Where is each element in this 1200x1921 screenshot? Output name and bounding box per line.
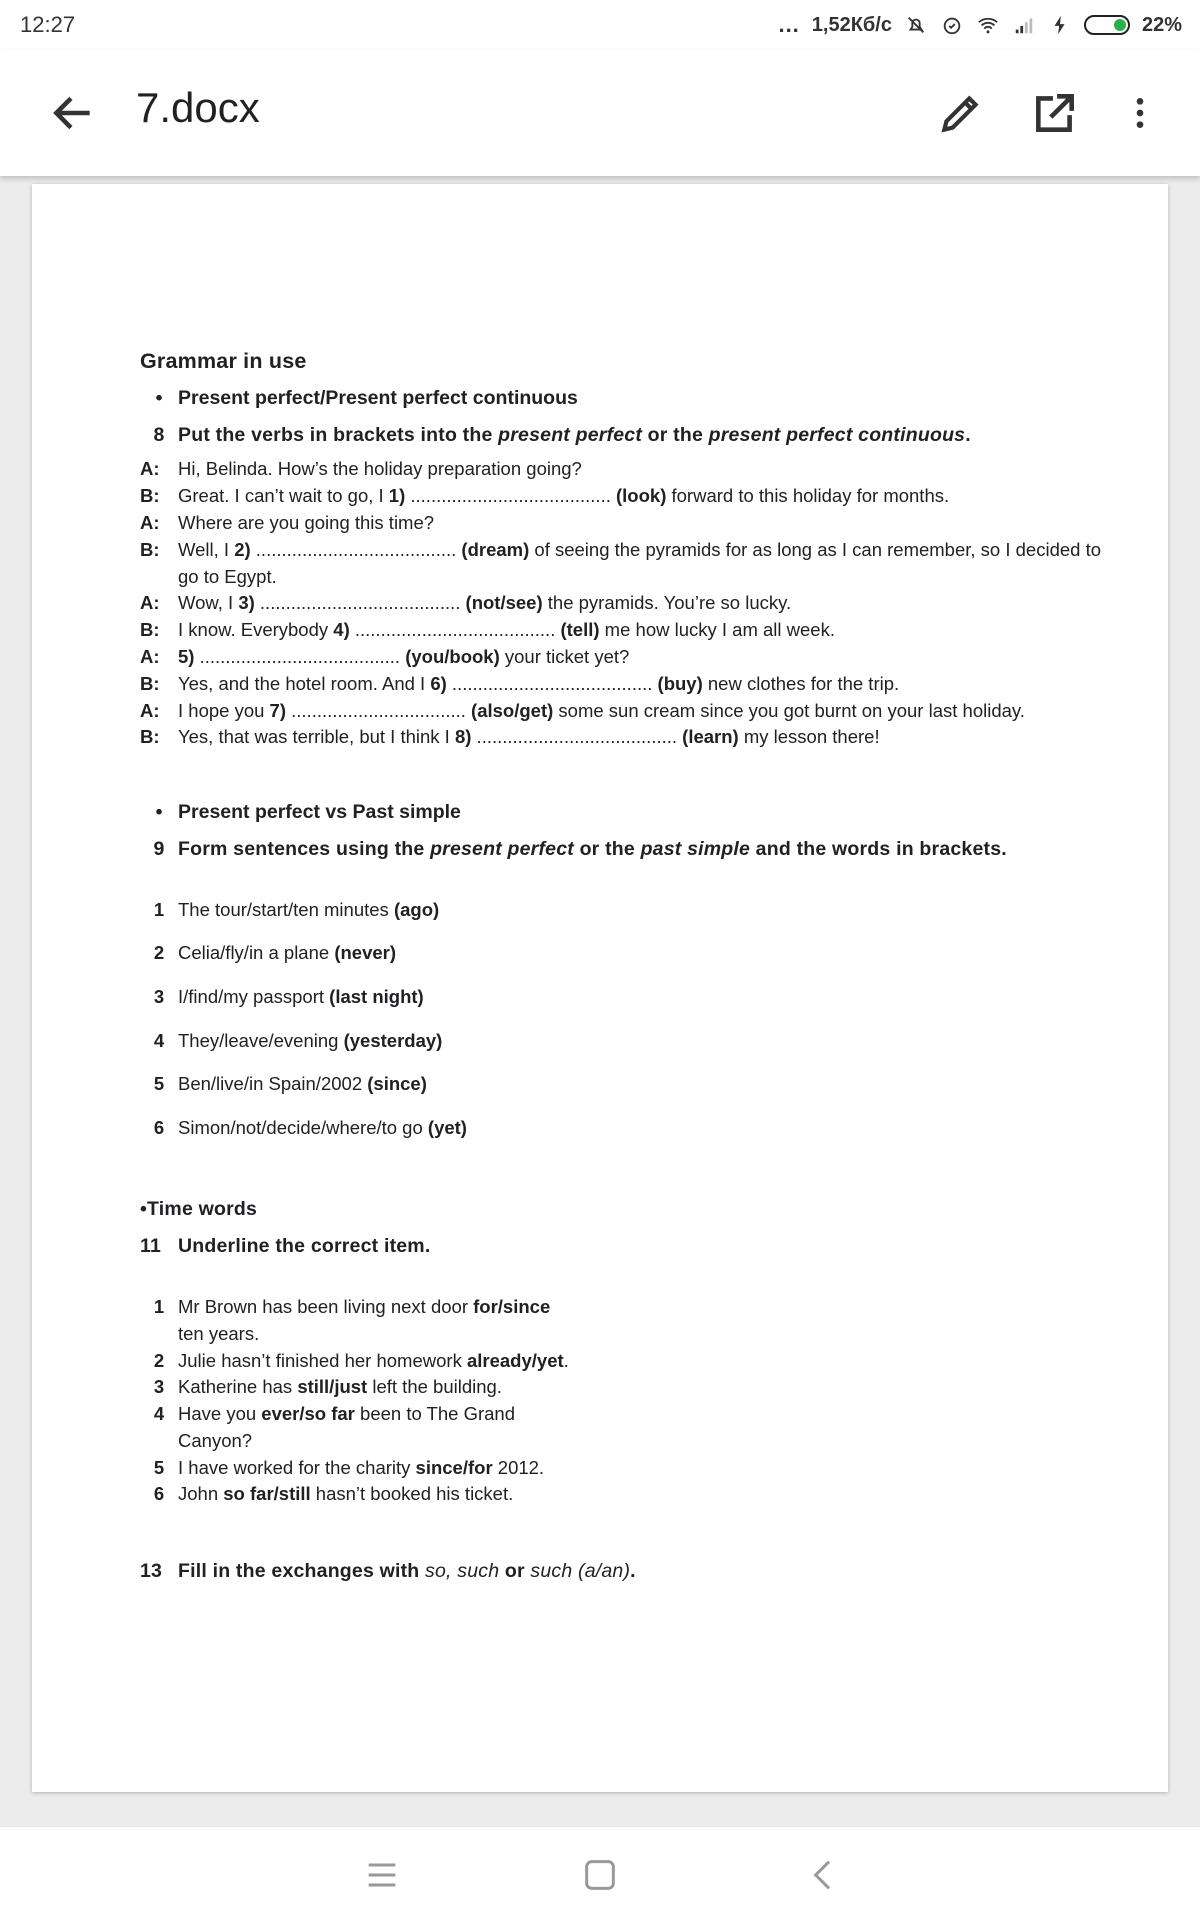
dialogue-text [178, 724, 1120, 751]
exercise-9-item [140, 1115, 1120, 1142]
item-text [178, 1071, 427, 1098]
verb-cue: 8) [454, 726, 472, 748]
exercise-11-instruction [140, 1233, 1120, 1260]
text-part: the pyramids. You’re so lucky. [542, 592, 792, 614]
time-cue: (since) [367, 1073, 427, 1095]
speaker-label: B: [140, 485, 160, 507]
dialogue-line [140, 590, 1120, 617]
text-part: I hope you [178, 699, 270, 721]
item-number: 6 [153, 1116, 165, 1138]
text-part: Have you [178, 1403, 262, 1425]
grammar-heading: Grammar in use [140, 349, 307, 373]
exercise-9-item [140, 940, 1120, 967]
dialogue-text [178, 590, 1120, 617]
section-present-perfect-vs-past-simple [140, 799, 1120, 826]
prompt-text: Ben/live/in Spain/2002 [178, 1073, 368, 1095]
verb-cue: 1) [388, 485, 406, 507]
exercise-number: 8 [153, 423, 165, 446]
section-present-perfect [140, 385, 1120, 412]
instruction-text: Fill in the exchanges with so, such or such (a/an). [178, 1560, 636, 1583]
text-part: Mr Brown has been living next door [178, 1295, 474, 1317]
exercise-9-instruction [140, 836, 1120, 863]
exercise-11-item [140, 1294, 580, 1348]
item-number: 2 [153, 942, 165, 964]
text-part: Great. I can’t wait to go, I [178, 485, 389, 507]
text-part: ....................................... [471, 726, 683, 748]
dialogue-line [140, 510, 1120, 537]
text-part: left the building. [367, 1376, 502, 1398]
text-part: I have worked for the charity [178, 1456, 416, 1478]
section-title: •Time words [140, 1198, 258, 1221]
verb-cue: (you/book) [405, 645, 500, 667]
text-part: of seeing the pyramids for as long as I can remember, so I decided to go to Egypt. [178, 538, 1102, 587]
speaker-label: A: [140, 699, 160, 721]
exercise-11-items [140, 1294, 580, 1508]
item-number: 1 [153, 1295, 165, 1317]
dialogue-text [178, 671, 1120, 698]
exercise-9-items [140, 897, 1120, 1142]
text-part: Yes, that was terrible, but I think I [178, 726, 455, 748]
wifi-icon [976, 14, 1000, 36]
dialogue-line [140, 483, 1120, 510]
net-speed: 1,52Кб/с [811, 13, 892, 36]
prompt-text: They/leave/evening [178, 1029, 344, 1051]
time-cue: (last night) [329, 985, 424, 1007]
exercise-9-item [140, 897, 1120, 924]
more-vert-icon[interactable] [1120, 88, 1160, 138]
dialogue-line [140, 456, 1120, 483]
item-text [178, 1348, 569, 1375]
back-arrow-icon[interactable] [48, 88, 98, 138]
time-cue: (yesterday) [343, 1029, 443, 1051]
document-title: 7.docx [136, 84, 260, 131]
prompt-text: I/find/my passport [178, 985, 330, 1007]
back-icon[interactable] [804, 1855, 844, 1895]
prompt-text: The tour/start/ten minutes [178, 898, 394, 920]
text-part: . [563, 1349, 569, 1371]
item-number: 5 [153, 1073, 165, 1095]
section-title: Present perfect/Present perfect continuous [178, 386, 578, 409]
dialogue-text [178, 537, 1120, 591]
dialogue-line [140, 671, 1120, 698]
text-part: ....................................... [349, 619, 561, 641]
text-part: 2012. [492, 1456, 545, 1478]
status-right [778, 12, 1182, 38]
verb-cue: (not/see) [465, 592, 543, 614]
instruction-text: Underline the correct item. [178, 1235, 431, 1258]
time-cue: (yet) [427, 1116, 467, 1138]
item-number: 3 [153, 1376, 165, 1398]
speaker-label: B: [140, 672, 160, 694]
text-part: your ticket yet? [499, 645, 630, 667]
dialogue-line [140, 537, 1120, 591]
exercise-9-item [140, 1071, 1120, 1098]
exercise-8-instruction [140, 422, 1120, 449]
text-part: Katherine has [178, 1376, 298, 1398]
item-text [178, 1481, 513, 1508]
status-time: 12:27 [20, 12, 76, 37]
text-part: my lesson there! [738, 726, 880, 748]
text-part: Where are you going this time? [178, 511, 435, 533]
status-bar [0, 0, 1200, 50]
dialogue-line [140, 698, 1120, 725]
text-part: ....................................... [405, 485, 616, 507]
text-part: .................................. [286, 699, 472, 721]
text-part: Wow, I [178, 592, 239, 614]
item-number: 3 [153, 985, 165, 1007]
verb-cue: 7) [269, 699, 286, 721]
exercise-number: 13 [140, 1560, 163, 1583]
item-text [178, 1294, 580, 1348]
text-part: ten years. [178, 1322, 260, 1344]
exercise-9-item [140, 1028, 1120, 1055]
choice-option: since/for [415, 1456, 493, 1478]
speaker-label: B: [140, 538, 160, 560]
text-part: new clothes for the trip. [702, 672, 900, 694]
open-external-icon[interactable] [1030, 88, 1080, 138]
recent-apps-icon[interactable] [362, 1855, 402, 1895]
dialogue-line [140, 617, 1120, 644]
exercise-9-item [140, 984, 1120, 1011]
dialogue-text [178, 617, 1120, 644]
exercise-13-instruction [140, 1558, 1120, 1585]
verb-cue: (also/get) [471, 699, 554, 721]
verb-cue: (learn) [682, 726, 739, 748]
time-cue: (never) [334, 942, 397, 964]
battery-percent: 22% [1141, 13, 1182, 36]
speaker-label: B: [140, 726, 160, 748]
verb-cue: (look) [616, 485, 667, 507]
text-part: hasn’t booked his ticket. [310, 1483, 514, 1505]
item-text [178, 1115, 467, 1142]
dialogue-text [178, 456, 1120, 483]
prompt-text: Simon/not/decide/where/to go [178, 1116, 428, 1138]
time-cue: (ago) [393, 898, 440, 920]
choice-option: still/just [297, 1376, 368, 1398]
verb-cue: 4) [333, 619, 350, 641]
text-part: ....................................... [446, 672, 658, 694]
home-icon[interactable] [580, 1855, 620, 1895]
text-part: ....................................... [194, 645, 406, 667]
item-text [178, 1028, 442, 1055]
item-text [178, 1374, 502, 1401]
exercise-8-dialogue [140, 456, 1120, 751]
instruction-text: Put the verbs in brackets into the present perfect or the present perfect continuous. [178, 423, 971, 446]
item-text [178, 897, 439, 924]
pencil-icon[interactable] [936, 88, 986, 138]
item-text [178, 940, 396, 967]
item-number: 4 [153, 1403, 165, 1425]
speaker-label: B: [140, 619, 160, 641]
text-part: ....................................... [254, 592, 466, 614]
item-number: 2 [153, 1349, 165, 1371]
exercise-11-item [140, 1348, 580, 1375]
speaker-label: A: [140, 458, 160, 480]
text-part: Yes, and the hotel room. And I [178, 672, 431, 694]
speaker-label: A: [140, 592, 160, 614]
battery-icon [1084, 15, 1130, 35]
choice-option: for/since [473, 1295, 551, 1317]
document-content [140, 348, 1120, 1593]
speaker-label: A: [140, 645, 160, 667]
dialogue-text [178, 483, 1120, 510]
instruction-text: Form sentences using the present perfect or the past simple and the words in brackets. [178, 837, 1007, 860]
bullet: • [155, 801, 163, 824]
verb-cue: 2) [234, 538, 251, 560]
dialogue-text [178, 644, 1120, 671]
alarm-icon [940, 14, 964, 36]
text-part: been to The Grand Canyon? [178, 1403, 515, 1451]
dialogue-line [140, 724, 1120, 751]
network-activity-dots: ... [778, 12, 800, 37]
verb-cue: 5) [178, 645, 195, 667]
exercise-11-item [140, 1374, 580, 1401]
exercise-number: 11 [140, 1235, 162, 1258]
dialogue-line [140, 644, 1120, 671]
dialogue-text [178, 698, 1120, 725]
bell-off-icon [904, 14, 928, 36]
text-part: some sun cream since you got burnt on your last holiday. [553, 699, 1025, 721]
text-part: I know. Everybody [178, 619, 334, 641]
charging-icon [1048, 14, 1072, 36]
speaker-label: A: [140, 511, 160, 533]
section-time-words [140, 1196, 1120, 1223]
item-number: 1 [153, 898, 165, 920]
bullet: • [155, 386, 163, 409]
prompt-text: Celia/fly/in a plane [178, 942, 335, 964]
verb-cue: (buy) [657, 672, 703, 694]
exercise-number: 9 [153, 837, 165, 860]
section-title: Present perfect vs Past simple [178, 801, 461, 824]
item-number: 6 [153, 1483, 165, 1505]
app-bar [0, 50, 1200, 176]
choice-option: already/yet [466, 1349, 564, 1371]
exercise-11-item [140, 1455, 580, 1482]
item-text [178, 1401, 580, 1455]
choice-option: ever/so far [261, 1403, 355, 1425]
item-text [178, 984, 424, 1011]
item-text [178, 1455, 544, 1482]
text-part: Julie hasn’t finished her homework [178, 1349, 467, 1371]
verb-cue: 6) [430, 672, 447, 694]
item-number: 5 [153, 1456, 165, 1478]
text-part: me how lucky I am all week. [599, 619, 835, 641]
document-page [32, 184, 1168, 1792]
exercise-11-item [140, 1401, 580, 1455]
choice-option: so far/still [223, 1483, 311, 1505]
signal-icon [1012, 14, 1036, 36]
text-part: ....................................... [250, 538, 462, 560]
item-number: 4 [153, 1029, 165, 1051]
text-part: Well, I [178, 538, 235, 560]
exercise-11-item [140, 1481, 580, 1508]
document-viewer[interactable] [0, 176, 1200, 1826]
text-part: Hi, Belinda. How’s the holiday preparation going? [178, 458, 582, 480]
dialogue-text [178, 510, 1120, 537]
system-nav-bar [0, 1826, 1200, 1921]
text-part: John [178, 1483, 224, 1505]
verb-cue: (tell) [560, 619, 600, 641]
text-part: forward to this holiday for months. [666, 485, 950, 507]
verb-cue: (dream) [461, 538, 530, 560]
verb-cue: 3) [238, 592, 255, 614]
